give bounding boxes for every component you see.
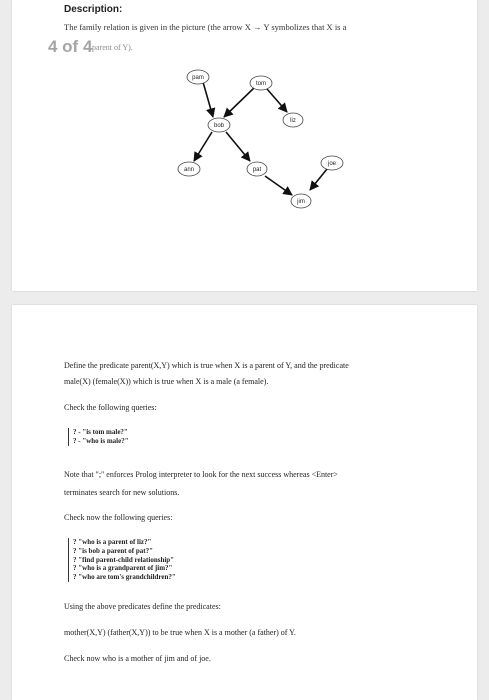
node-ann <box>178 162 200 176</box>
edge-bob-pat <box>226 132 250 161</box>
page-indicator: 4 of 4 <box>48 37 93 56</box>
node-label-joe: joe <box>327 161 337 167</box>
query-line: ? "find parent-child relationship" <box>73 555 175 564</box>
edge-tom-liz <box>267 89 287 112</box>
paragraph-mother: mother(X,Y) (father(X,Y)) to be true when X is a mother (a father) of Y. <box>64 628 296 637</box>
node-label-jim: jim <box>297 199 305 205</box>
paragraph-check-2: Check now the following queries: <box>64 513 173 522</box>
query-line: ? "who is a parent of liz?" <box>73 538 152 546</box>
paragraph-note-1: Note that ";" enforces Prolog interpreter to look for the next success whereas <Enter> <box>64 470 338 479</box>
node-label-liz: liz <box>290 118 296 124</box>
query-line: ? - "who is male?" <box>73 436 129 445</box>
node-pam <box>187 70 209 84</box>
query-line: ? "who are tom's grandchildren?" <box>73 573 176 581</box>
query-block-2 <box>68 538 176 582</box>
node-label-pat: pat <box>252 167 262 173</box>
edge-joe-jim <box>310 169 327 190</box>
node-label-pam: pam <box>192 75 204 81</box>
query-line: ? "is bob a parent of pat?" <box>73 546 153 555</box>
document-page-1 <box>12 0 477 291</box>
node-jim <box>291 194 311 208</box>
node-joe <box>321 156 343 170</box>
description-text: The family relation is given in the picture (the arrow X → Y symbolizes that X is a <box>64 22 347 32</box>
paragraph-check-1: Check the following queries: <box>64 403 157 412</box>
paragraph-final: Check now who is a mother of jim and of joe. <box>64 654 211 663</box>
node-liz <box>283 113 303 127</box>
node-bob <box>208 118 230 132</box>
document-page-2 <box>12 305 477 700</box>
family-tree-diagram <box>162 62 352 217</box>
edge-tom-bob <box>224 87 255 117</box>
node-label-ann: ann <box>183 167 195 173</box>
node-label-tom: tom <box>255 81 267 87</box>
paragraph-define-2: male(X) (female(X)) which is true when X is a male (a female). <box>64 377 269 386</box>
edge-pam-bob <box>203 82 213 117</box>
query-block-1 <box>68 428 129 446</box>
query-line: ? - "is tom male?" <box>73 428 128 436</box>
edge-pat-jim <box>265 176 292 195</box>
node-pat <box>247 162 267 176</box>
description-text-continuation: parent of Y). <box>92 43 133 52</box>
query-line: ? "who is a grandparent of jim?" <box>73 564 173 573</box>
paragraph-using: Using the above predicates define the predicates: <box>64 602 221 611</box>
node-tom <box>250 76 272 90</box>
edge-bob-ann <box>194 132 212 161</box>
paragraph-note-2: terminates search for new solutions. <box>64 488 180 497</box>
node-label-bob: bob <box>213 123 225 129</box>
paragraph-define-1: Define the predicate parent(X,Y) which is true when X is a parent of Y, and the predicate <box>64 361 349 370</box>
description-heading: Description: <box>64 4 123 15</box>
